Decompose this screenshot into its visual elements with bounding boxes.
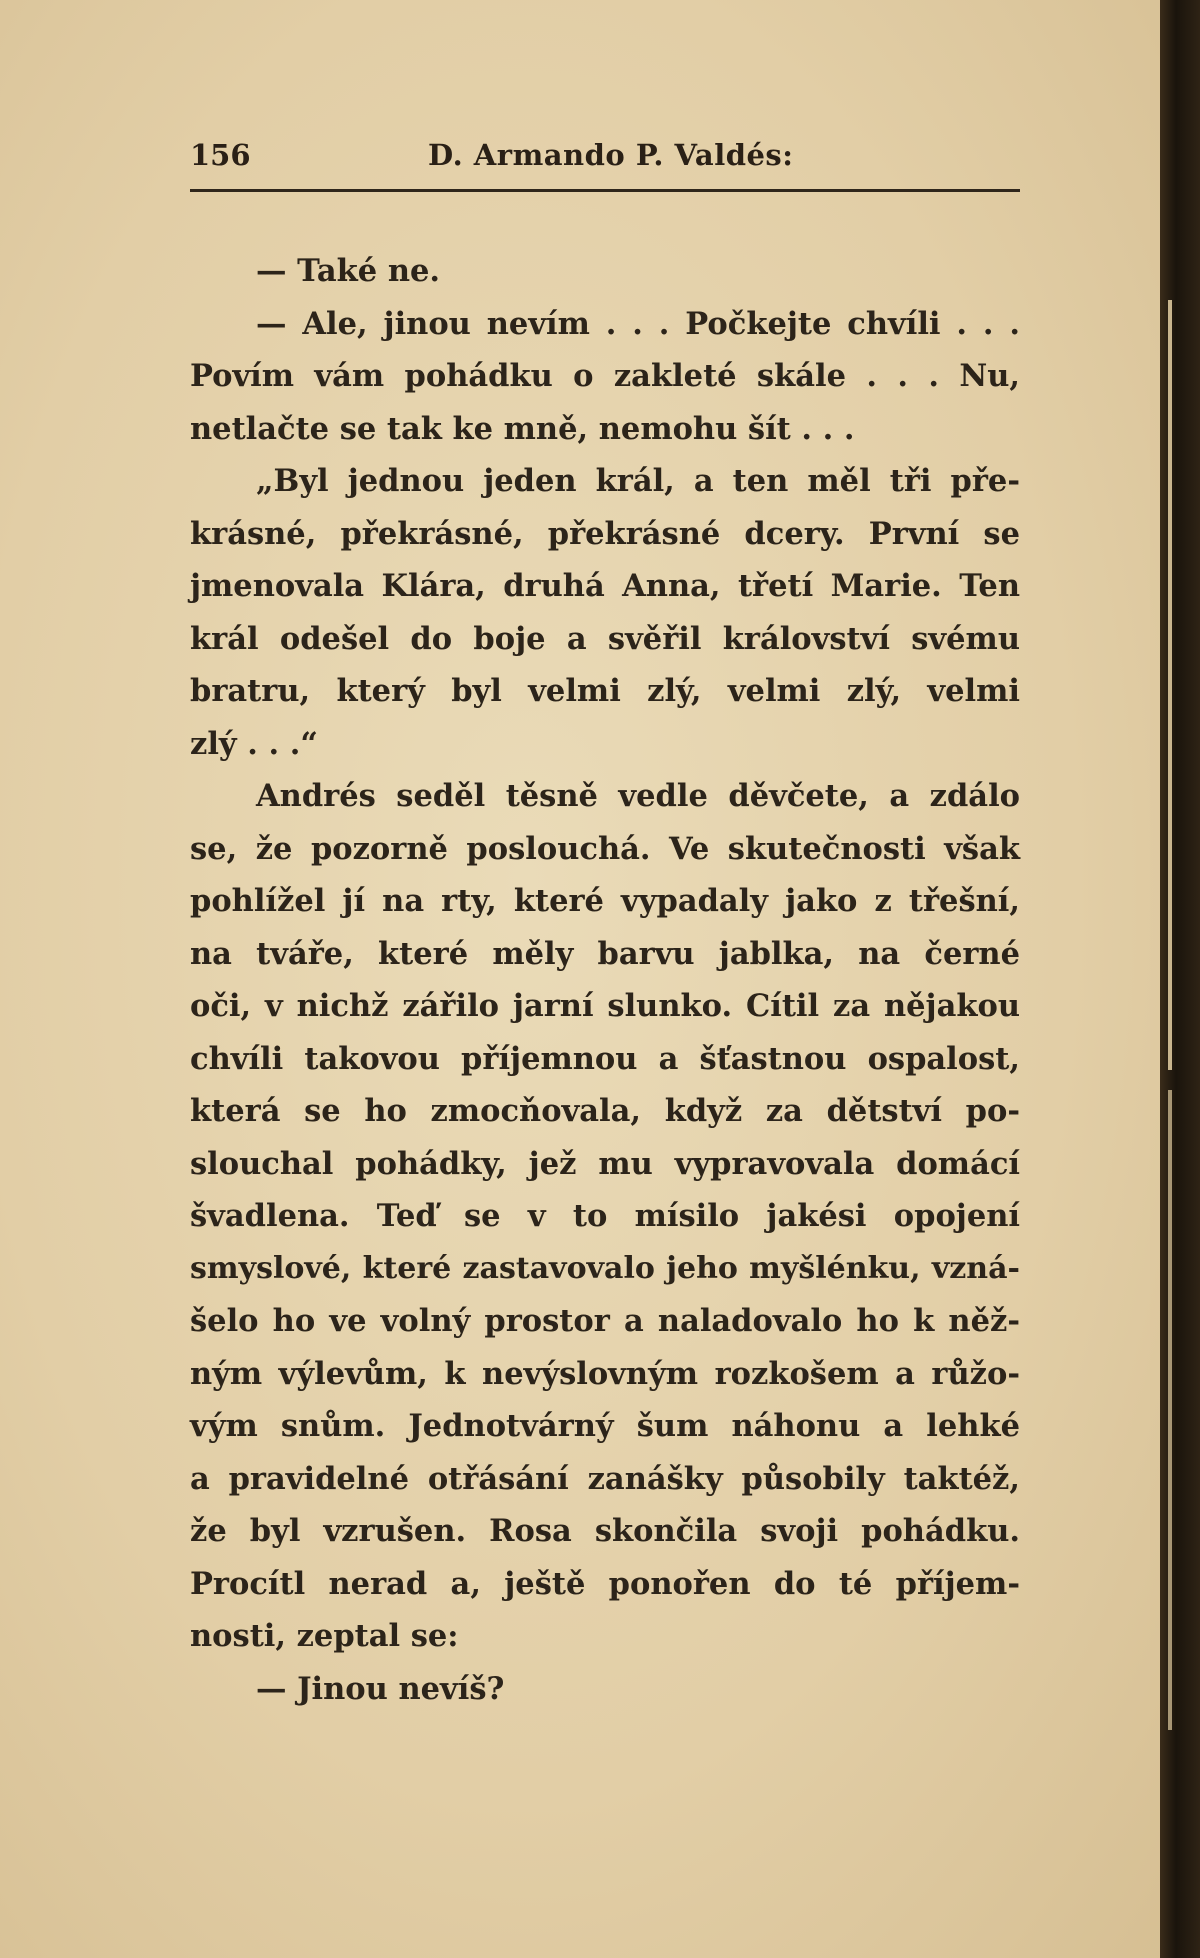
text-line: Procítl nerad a, ještě ponořen do té příjem- — [190, 1565, 1020, 1602]
text-line: krásné, překrásné, překrásné dcery. První se — [190, 515, 1020, 552]
text-line: Andrés seděl těsně vedle děvčete, a zdálo — [256, 778, 1020, 814]
text-line: která se ho zmocňovala, když za dětství po- — [190, 1093, 1020, 1129]
text-line: král odešel do boje a svěřil království svému — [190, 620, 1020, 657]
page-number: 156 — [190, 138, 251, 172]
text-line: — Jinou nevíš? — [256, 1670, 505, 1707]
text-line: Povím vám pohádku o zakleté skále . . . Nu, — [190, 358, 1020, 394]
text-line: a pravidelné otřásání zanášky působily taktéž, — [190, 1460, 1020, 1497]
text-line: jmenovala Klára, druhá Anna, třetí Marie. Ten — [190, 568, 1020, 604]
text-line: pohlížel jí na rty, které vypadaly jako z třešní, — [190, 883, 1020, 919]
text-line: smyslové, které zastavovalo jeho myšlénku, vzná- — [190, 1250, 1020, 1286]
text-line: — Také ne. — [256, 253, 441, 289]
spine-page-edge — [1168, 300, 1172, 1070]
text-line: švadlena. Teď se v to mísilo jakési opojení — [190, 1198, 1020, 1234]
text-line: vým snům. Jednotvárný šum náhonu a lehké — [190, 1408, 1020, 1444]
text-line: netlačte se tak ke mně, nemohu šít . . . — [190, 410, 855, 447]
header-rule — [190, 189, 1020, 192]
text-line: ným výlevům, k nevýslovným rozkošem a růžo- — [190, 1355, 1020, 1392]
text-line: nosti, zeptal se: — [190, 1618, 459, 1654]
text-line: „Byl jednou jeden král, a ten měl tři pře- — [256, 463, 1020, 499]
text-line: zlý . . .“ — [190, 725, 318, 762]
text-line: na tváře, které měly barvu jablka, na černé — [190, 935, 1020, 972]
text-line: — Ale, jinou nevím . . . Počkejte chvíli . . . — [256, 305, 1020, 342]
running-head: D. Armando P. Valdés: — [428, 138, 794, 172]
body-text — [190, 245, 1020, 1715]
spine-page-edge — [1168, 1090, 1172, 1730]
page-header — [190, 138, 1020, 184]
book-spine — [1160, 0, 1200, 1958]
text-line: chvíli takovou příjemnou a šťastnou ospalost, — [190, 1040, 1020, 1077]
text-line: že byl vzrušen. Rosa skončila svoji pohádku. — [190, 1513, 1020, 1549]
text-line: slouchal pohádky, jež mu vypravovala domácí — [190, 1145, 1020, 1182]
text-line: bratru, který byl velmi zlý, velmi zlý, velmi — [190, 673, 1020, 709]
text-line: se, že pozorně poslouchá. Ve skutečnosti však — [190, 830, 1020, 867]
text-line: oči, v nichž zářilo jarní slunko. Cítil za nějakou — [190, 988, 1020, 1024]
text-line: šelo ho ve volný prostor a naladovalo ho k něž- — [190, 1303, 1020, 1339]
